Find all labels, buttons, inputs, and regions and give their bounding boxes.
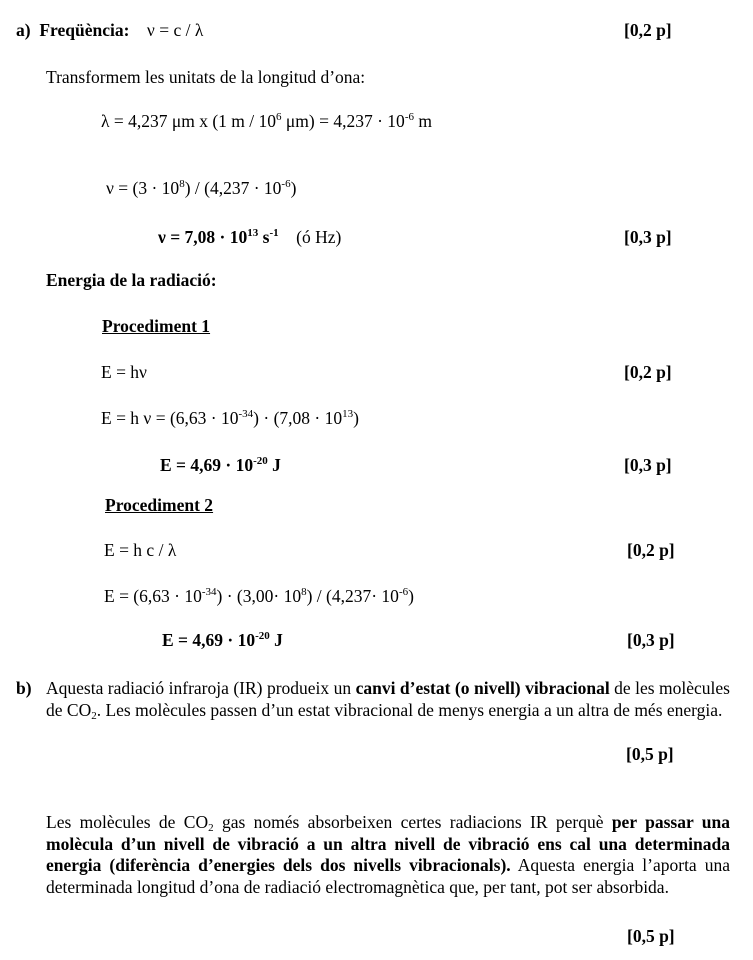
points-frequency: [0,2 p] — [624, 20, 672, 40]
lambda-conversion-equation: λ = 4,237 μm x (1 m / $10^6$ $\mu m) = 4,237 \cdot 10^{-6}$ m — [101, 111, 432, 131]
frequency-heading: Freqüència: — [39, 20, 130, 40]
frequency-calc-equation: $\nu = (3 \cdot 10^8) / (4,237 \cdot 10^{-6})$ — [106, 178, 297, 198]
procedure-1-equation-1: E = hν — [101, 362, 147, 382]
procedure-2-equation-2: $E = (6,63 \cdot 10^{-34}) \cdot (3,00\cdot 10^8) / (4,237\cdot 10^{-6})$ — [104, 586, 414, 606]
transform-text: Transformem les unitats de la longitud d’ona: — [46, 67, 366, 87]
procedure-2-equation-1: E = h c / λ — [104, 540, 177, 560]
points-frequency-result: [0,3 p] — [624, 227, 672, 247]
points-section-b-1: [0,5 p] — [626, 744, 674, 764]
points-section-b-2: [0,5 p] — [627, 926, 675, 946]
frequency-formula: ν = c / λ — [146, 20, 204, 40]
procedure-1-equation-2: E = h $\nu = (6,63 \cdot 10^{-34}) \cdot (7,08 \cdot 10^{13})$ — [101, 408, 359, 428]
points-procedure-1-eq1: [0,2 p] — [624, 362, 672, 382]
energy-heading: Energia de la radiació: — [46, 270, 217, 290]
section-b-paragraph-2: Les molècules de $CO_2$ gas només absorbeixen certes radiacions IR perquè per passar una molècula d’un nivell de vibració a un altra nivell de vibració ens cal una determinada energia (diferència d’energies dels dos nivells vibracionals). Aquesta energia l’aporta una determinada longitud d’ona de radiació electromagnètica que, per tant, pot ser absorbida. — [46, 812, 731, 897]
procedure-1-result: $E = 4,69 \cdot 10^{-20}$ J — [160, 455, 281, 475]
procedure-2-result: $E = 4,69 \cdot 10^{-20}$ J — [162, 630, 283, 650]
points-procedure-2-eq1: [0,2 p] — [627, 540, 675, 560]
procedure-1-title: Procediment 1 — [102, 316, 211, 336]
procedure-2-title: Procediment 2 — [105, 495, 214, 515]
section-a-marker: a) — [16, 20, 31, 40]
section-a-header-line — [16, 20, 203, 41]
section-b-marker: b) — [16, 678, 32, 698]
points-procedure-2-result: [0,3 p] — [627, 630, 675, 650]
section-b-paragraph-1: Aquesta radiació infraroja (IR) produeix un canvi d’estat (o nivell) vibracional de les molècules de $CO_2$. Les molècules passen d’un estat vibracional de menys energia a un altra de més energia. — [46, 678, 730, 722]
frequency-result: $\nu = 7,08 \cdot 10^{13}$ $s^{-1}$ (ó Hz) — [158, 227, 342, 247]
points-procedure-1-result: [0,3 p] — [624, 455, 672, 475]
